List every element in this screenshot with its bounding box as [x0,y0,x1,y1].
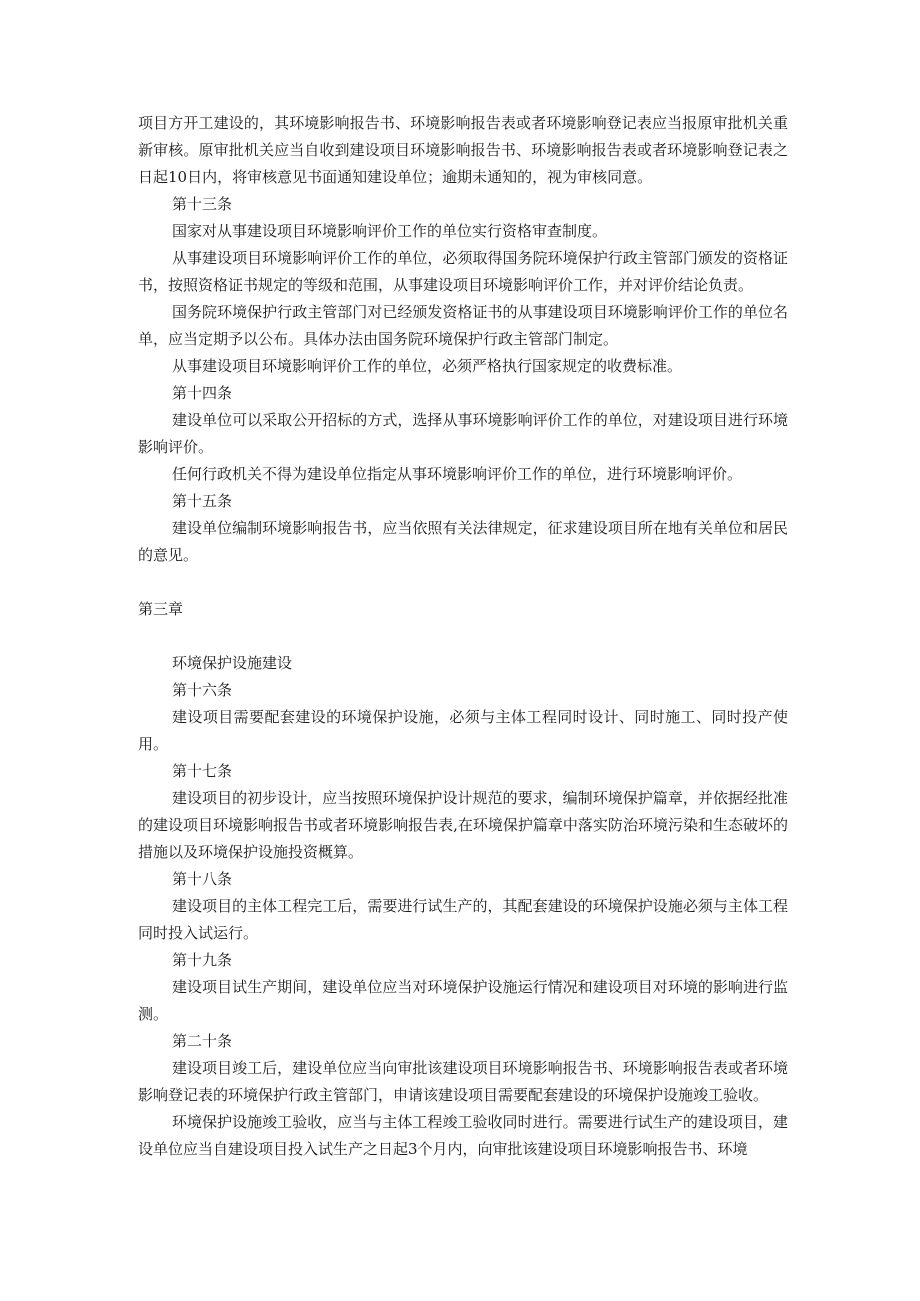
paragraph-gap [138,623,788,650]
paragraph: 任何行政机关不得为建设单位指定从事环境影响评价工作的单位，进行环境影响评价。 [172,465,743,483]
document-page [138,110,788,1163]
paragraph: 建设项目试生产期间，建设单位应当对环境保护设施运行情况和建设项目对环境的影响进行监测。 [138,978,788,1023]
paragraph: 国家对从事建设项目环境影响评价工作的单位实行资格审查制度。 [172,222,608,240]
article-heading: 第十六条 [172,681,233,699]
article-heading: 第十八条 [172,870,233,888]
article-heading: 第十七条 [172,762,233,780]
article-heading: 第十五条 [172,492,233,510]
paragraph: 建设项目需要配套建设的环境保护设施，必须与主体工程同时设计、同时施工、同时投产使用。 [138,708,788,753]
paragraph: 环境保护设施建设 [172,654,293,672]
paragraph: 建设项目的主体工程完工后，需要进行试生产的，其配套建设的环境保护设施必须与主体工程同时投入试运行。 [138,897,788,942]
paragraph: 建设单位可以采取公开招标的方式，选择从事环境影响评价工作的单位，对建设项目进行环境影响评价。 [138,411,788,456]
paragraph: 建设单位编制环境影响报告书，应当依照有关法律规定，征求建设项目所在地有关单位和居民的意见。 [138,519,788,564]
paragraph: 建设项目的初步设计，应当按照环境保护设计规范的要求，编制环境保护篇章，并依据经批准的建设项目环境影响报告书或者环境影响报告表,在环境保护篇章中落实防治环境污染和生态破坏的措施以及环境保护设施投资概算。 [138,789,788,861]
paragraph: 第三章 [138,600,184,618]
paragraph: 项目方开工建设的，其环境影响报告书、环境影响报告表或者环境影响登记表应当报原审批机关重新审核。原审批机关应当自收到建设项目环境影响报告书、环境影响报告表或者环境影响登记表之日起10日内，将审核意见书面通知建设单位；逾期未通知的，视为审核同意。 [138,114,788,186]
paragraph: 环境保护设施竣工验收，应当与主体工程竣工验收同时进行。需要进行试生产的建设项目，建设单位应当自建设项目投入试生产之日起3个月内，向审批该建设项目环境影响报告书、环境 [138,1113,788,1158]
paragraph: 从事建设项目环境影响评价工作的单位，必须严格执行国家规定的收费标准。 [172,357,683,375]
paragraph: 国务院环境保护行政主管部门对已经颁发资格证书的从事建设项目环境影响评价工作的单位名单，应当定期予以公布。具体办法由国务院环境保护行政主管部门制定。 [138,303,788,348]
article-heading: 第十四条 [172,384,233,402]
article-heading: 第十九条 [172,951,233,969]
paragraph: 从事建设项目环境影响评价工作的单位，必须取得国务院环境保护行政主管部门颁发的资格证书，按照资格证书规定的等级和范围，从事建设项目环境影响评价工作，并对评价结论负责。 [138,249,788,294]
article-heading: 第十三条 [172,195,233,213]
article-heading: 第二十条 [172,1032,233,1050]
paragraph-gap [138,569,788,596]
paragraph: 建设项目竣工后，建设单位应当向审批该建设项目环境影响报告书、环境影响报告表或者环境影响登记表的环境保护行政主管部门，申请该建设项目需要配套建设的环境保护设施竣工验收。 [138,1059,788,1104]
